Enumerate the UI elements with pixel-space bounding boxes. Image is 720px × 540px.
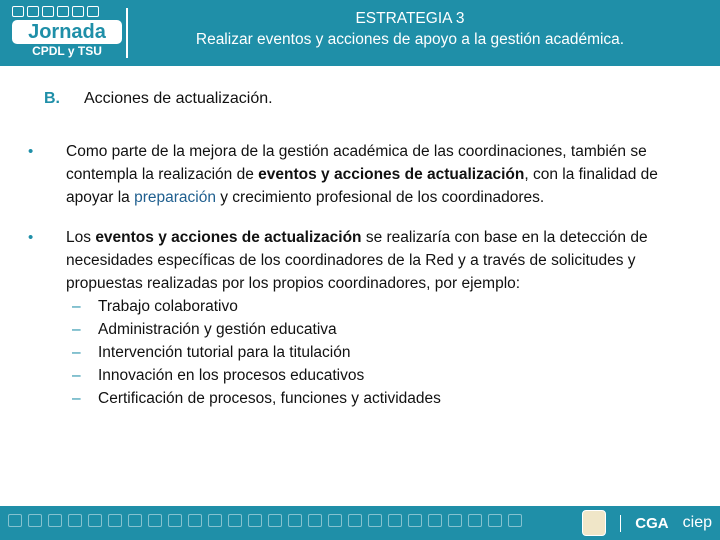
square-icon [128, 514, 142, 527]
square-icon [12, 6, 24, 17]
monitor-icon [448, 514, 462, 527]
bullet-bold-text: eventos y acciones de actualización [258, 166, 525, 183]
circle-icon [348, 514, 362, 527]
university-seal-icon [582, 510, 606, 536]
monitor-icon [72, 6, 84, 17]
sublist-item [66, 341, 668, 364]
bullet-highlight-text: preparación [134, 189, 216, 206]
jornada-logo [12, 6, 122, 60]
sublist-item-label: Intervención tutorial para la titulación [98, 344, 351, 361]
logo-title: Jornada [12, 20, 122, 44]
slide-title [140, 8, 680, 50]
footer-icon-strip [8, 514, 522, 527]
book-icon [268, 514, 282, 527]
book-icon [28, 514, 42, 527]
square-icon [8, 514, 22, 527]
square-icon [248, 514, 262, 527]
section-letter: B. [44, 90, 60, 107]
grid-icon [408, 514, 422, 527]
footer-bar [0, 506, 720, 540]
bullet-list [28, 140, 668, 427]
dash-icon: – [72, 321, 81, 338]
bullet-dot-icon: • [28, 143, 34, 160]
circle-icon [468, 514, 482, 527]
bullet-dot-icon: • [28, 229, 34, 246]
title-line-2: Realizar eventos y acciones de apoyo a la gestión académica. [195, 31, 625, 48]
bullet-item [28, 226, 668, 410]
dash-icon: – [72, 390, 81, 407]
bullet-item [28, 140, 668, 209]
sublist-item [66, 387, 668, 410]
title-line-1: ESTRATEGIA 3 [355, 10, 465, 27]
header-bar [0, 0, 720, 66]
square-icon [488, 514, 502, 527]
book-icon [388, 514, 402, 527]
chart-icon [188, 514, 202, 527]
bullet-text: y crecimiento profesional de los coordinadores. [215, 189, 545, 206]
book-icon [27, 6, 39, 17]
book-icon [148, 514, 162, 527]
dash-icon: – [72, 298, 81, 315]
sublist-item-label: Administración y gestión educativa [98, 321, 337, 338]
chart-icon [57, 6, 69, 17]
section-title: Acciones de actualización. [84, 90, 273, 107]
cga-logo: CGA [620, 515, 668, 532]
header-divider [126, 8, 128, 58]
sublist-item-label: Innovación en los procesos educativos [98, 367, 365, 384]
dash-icon: – [72, 367, 81, 384]
sublist-item [66, 318, 668, 341]
book-icon [508, 514, 522, 527]
grid-icon [42, 6, 54, 17]
logo-icon-strip [12, 6, 99, 17]
footer-logos [582, 510, 712, 536]
circle-icon [228, 514, 242, 527]
logo-subtitle: CPDL y TSU [32, 44, 102, 58]
bullet-text: Los [66, 229, 96, 246]
sublist-item-label: Certificación de procesos, funciones y actividades [98, 390, 441, 407]
monitor-icon [208, 514, 222, 527]
bullet-text: , con la finalidad de apoyar la [66, 166, 658, 206]
grid-icon [48, 514, 62, 527]
bullet-text: Como parte de la mejora de la gestión académica de las coordinaciones, también se contempla la realización de [66, 143, 647, 183]
circle-icon [87, 6, 99, 17]
chart-icon [68, 514, 82, 527]
grid-icon [168, 514, 182, 527]
chart-icon [308, 514, 322, 527]
example-sublist [66, 295, 668, 410]
sublist-item [66, 364, 668, 387]
ciep-logo: ciep [682, 514, 712, 531]
sublist-item-label: Trabajo colaborativo [98, 298, 238, 315]
circle-icon [108, 514, 122, 527]
monitor-icon [88, 514, 102, 527]
square-icon [368, 514, 382, 527]
sublist-item [66, 295, 668, 318]
monitor-icon [328, 514, 342, 527]
grid-icon [288, 514, 302, 527]
bullet-bold-text: eventos y acciones de actualización [95, 229, 362, 246]
dash-icon: – [72, 344, 81, 361]
chart-icon [428, 514, 442, 527]
bullet-text: se realizaría con base en la detección de necesidades específicas de los coordinadores de la Red y a través de solicitudes y propuestas realizadas por los propios coordinadores, por ejemplo: [66, 229, 648, 292]
section-heading [44, 90, 273, 108]
